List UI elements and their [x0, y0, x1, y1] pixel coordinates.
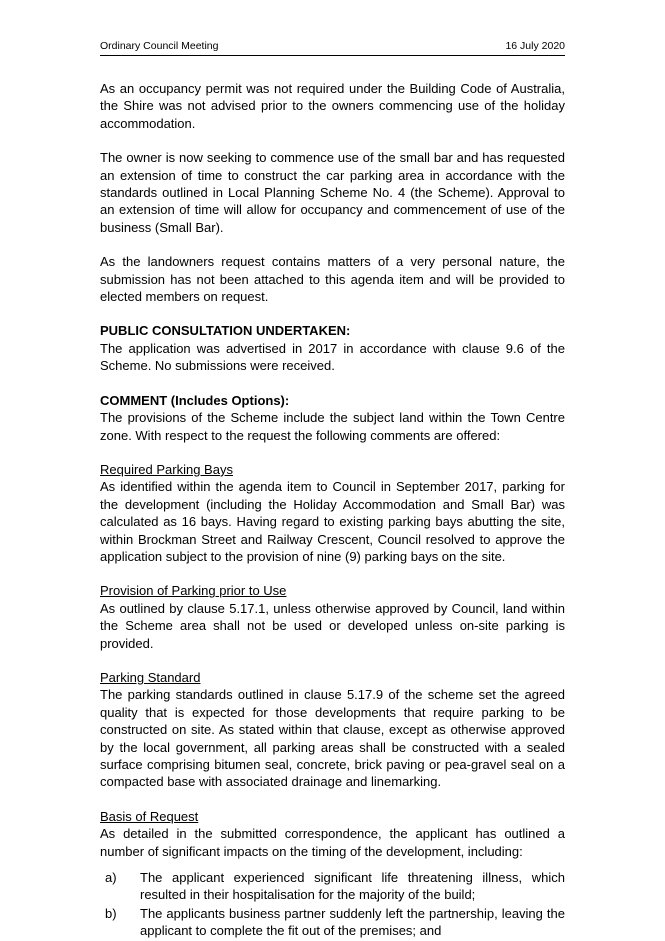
impacts-list [100, 869, 565, 940]
paragraph-comment: The provisions of the Scheme include the subject land within the Town Centre zone. With respect to the request the following comments are offered: [100, 410, 565, 443]
paragraph-parking-standard: The parking standards outlined in clause 5.17.9 of the scheme set the agreed quality that is expected for those developments that require parking to be constructed on site. As stated within that clause, except as otherwise approved by the local government, all parking areas shall be constructed with a sealed surface comprising bitumen seal, concrete, brick paving or pea-gravel seal on a compacted base with associated drainage and linemarking. [100, 687, 565, 790]
page-header [100, 40, 565, 56]
heading-parking-standard: Parking Standard [100, 669, 201, 685]
heading-comment: COMMENT (Includes Options): [100, 392, 290, 408]
document-body [100, 80, 565, 941]
heading-provision-of-parking: Provision of Parking prior to Use [100, 583, 287, 599]
paragraph-personal-matters: As the landowners request contains matters of a very personal nature, the submission has not been attached to this agenda item and will be provided to elected members on request. [100, 254, 565, 305]
paragraph-public-consultation: The application was advertised in 2017 in accordance with clause 9.6 of the Scheme. No submissions were received. [100, 340, 565, 374]
heading-public-consultation: PUBLIC CONSULTATION UNDERTAKEN: [100, 323, 351, 339]
list-item-text: The applicants business partner suddenly left the partnership, leaving the applicant to complete the fit out of the premises; and [140, 905, 565, 939]
heading-required-parking-bays: Required Parking Bays [100, 461, 233, 477]
list-marker: a) [105, 870, 117, 886]
paragraph-required-parking-bays: As identified within the agenda item to Council in September 2017, parking for the development (including the Holiday Accommodation and Small Bar) was calculated as 16 bays. Having regard to existing parking bays abutting the site, within Brockman Street and Railway Crescent, Council resolved to approve the application subject to the provision of nine (9) parking bays on the site. [100, 479, 565, 564]
list-item [100, 869, 565, 904]
paragraph-provision-of-parking: As outlined by clause 5.17.1, unless otherwise approved by Council, land within the Scheme area shall not be used or developed unless on-site parking is provided. [100, 600, 565, 651]
meeting-name: Ordinary Council Meeting [100, 40, 219, 52]
paragraph-occupancy: As an occupancy permit was not required under the Building Code of Australia, the Shire was not advised prior to the owners commencing use of the holiday accommodation. [100, 81, 565, 131]
heading-basis-of-request: Basis of Request [100, 808, 199, 824]
meeting-date: 16 July 2020 [505, 40, 565, 52]
list-item [100, 905, 565, 940]
list-item-text: The applicant experienced significant life threatening illness, which resulted in their hospitalisation for the majority of the build; [140, 870, 565, 903]
paragraph-basis-of-request: As detailed in the submitted correspondence, the applicant has outlined a number of significant impacts on the timing of the development, including: [100, 826, 565, 859]
list-marker: b) [105, 905, 117, 921]
paragraph-extension-request: The owner is now seeking to commence use of the small bar and has requested an extension of time to construct the car parking area in accordance with the standards outlined in Local Planning Scheme No. 4 (the Scheme). Approval to an extension of time will allow for occupancy and commencement of use of the business (Small Bar). [100, 150, 565, 235]
